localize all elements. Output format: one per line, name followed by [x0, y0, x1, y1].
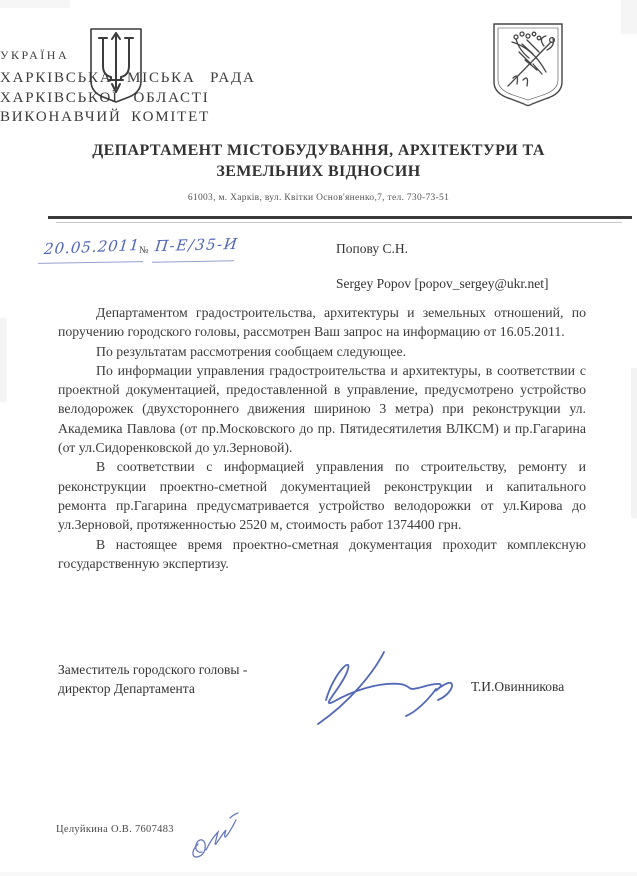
paragraph-1: Департаментом градостроительства, архитектуры и земельных отношений, по поручению городского головы, рассмотрен Ваш запрос на информацию от 16.05.2011.	[58, 305, 586, 340]
executor-contact-line: Целуйкина О.В. 7607483	[56, 824, 174, 835]
handwritten-reference-number: П-Е/35-И	[153, 234, 240, 256]
letter-body	[58, 303, 586, 573]
recipient-name: Попову С.Н.	[336, 241, 409, 256]
date-underline	[38, 261, 143, 264]
scan-noise	[631, 368, 637, 518]
country-label: УКРАЇНА	[0, 48, 70, 62]
council-region-line: ХАРКІВСЬКОЇ ОБЛАСТІ	[0, 90, 210, 106]
paragraph-3: По информации управления градостроительства и архитектуры, в соответствии с проектной документацией, предоставленной в управление, предусмотрено устройство велодорожек (двухстороннего движения шириною 3 метра) при реконструкции ул. Академика Павлова (от пр.Московского до пр. Пятидесятилетия ВЛКСМ) и пр.Гагарина (от ул.Сидоренковской до ул.Зерновой).	[58, 362, 586, 456]
address-line: 61003, м. Харків, вул. Квітки Основ'яненко,7, тел. 730-73-51	[187, 193, 450, 203]
paragraph-4: В соответствии с информацией управления по строительству, ремонту и реконструкции проектно-сметной документацией реконструкции и капитального ремонта пр.Гагарина предусматривается устройство велодорожки от ул.Кирова до ул.Зерновой, протяженностью 2520 м, стоимость работ 1374400 грн.	[58, 459, 586, 533]
signature-autograph	[288, 642, 458, 732]
executive-committee-line: ВИКОНАВЧИЙ КОМІТЕТ	[0, 109, 211, 125]
paragraph-2: По результатам рассмотрения сообщаем следующее.	[96, 343, 407, 359]
signatory-name: Т.И.Овинникова	[471, 679, 565, 694]
department-title-line-2: ЗЕМЕЛЬНИХ ВІДНОСИН	[216, 163, 421, 180]
number-underline	[152, 260, 234, 262]
scan-noise	[0, 0, 70, 8]
handwritten-date: 20.05.2011	[43, 235, 141, 259]
signatory-title	[58, 660, 247, 698]
paragraph-5: В настоящее время проектно-сметная документация проходит комплексную государственную экспертизу.	[58, 536, 586, 571]
department-title	[20, 140, 617, 182]
scan-noise	[0, 872, 637, 876]
handwritten-initials-icon	[180, 806, 240, 869]
signatory-title-line-1: Заместитель городского головы -	[58, 662, 248, 677]
scan-noise	[0, 318, 7, 402]
council-name-line: ХАРКІВСЬКА МІСЬКА РАДА	[0, 70, 256, 86]
header-divider-rule	[48, 216, 632, 219]
signatory-title-line-2: директор Департамента	[58, 681, 195, 696]
scan-noise	[621, 0, 637, 34]
department-title-line-1: ДЕПАРТАМЕНТ МІСТОБУДУВАННЯ, АРХІТЕКТУРИ ТА	[92, 142, 545, 159]
header-divider-shadow	[56, 222, 622, 223]
number-sign: №	[139, 245, 149, 256]
recipient-email-line: Sergey Popov [popov_sergey@ukr.net]	[336, 276, 549, 291]
